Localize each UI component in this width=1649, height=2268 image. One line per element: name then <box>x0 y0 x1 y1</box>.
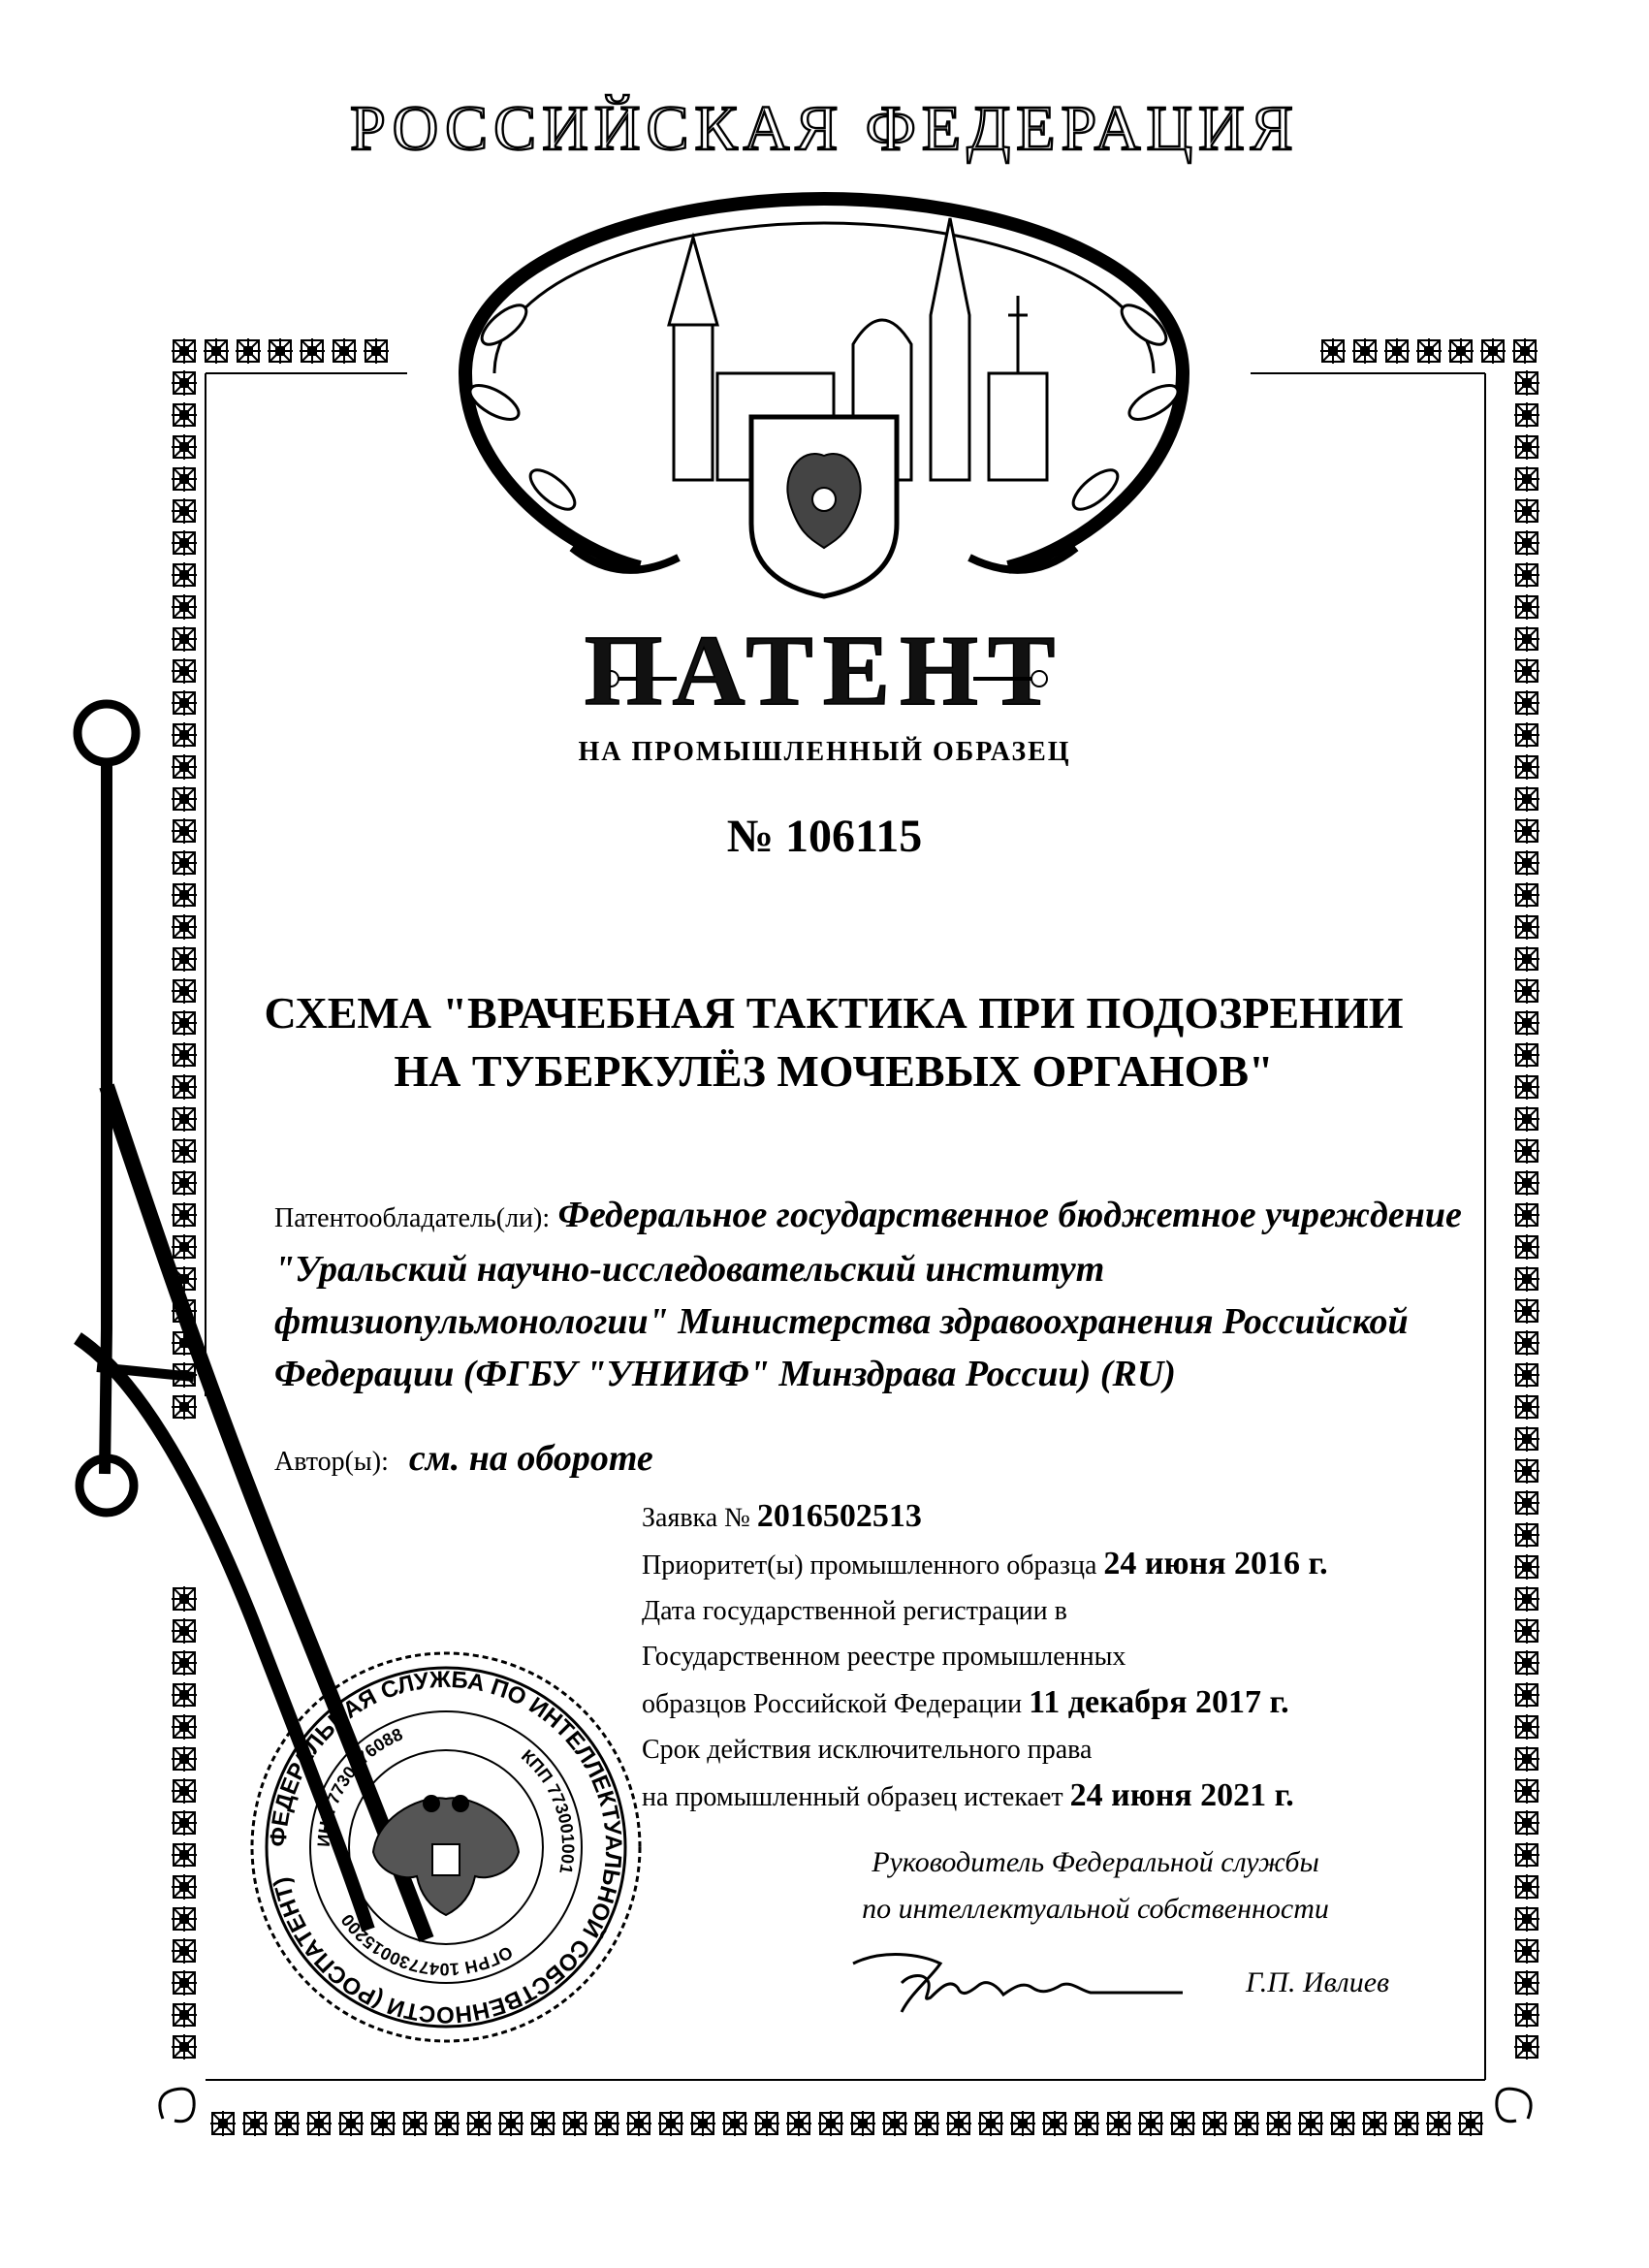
svg-text:ОГРН 1047730015200 <box>337 1910 516 1979</box>
border-star-icon <box>1514 1650 1539 1676</box>
signatory-position-line-2: по интеллектуальной собственности <box>862 1893 1329 1925</box>
priority-date: 24 июня 2016 г. <box>1103 1546 1328 1581</box>
border-star-icon <box>978 2111 1003 2136</box>
border-star-icon <box>1512 338 1538 364</box>
border-star-icon <box>1514 1394 1539 1420</box>
registration-date: 11 декабря 2017 г. <box>1029 1684 1289 1720</box>
border-star-icon <box>1514 1714 1539 1740</box>
border-star-icon <box>1170 2111 1195 2136</box>
border-star-icon <box>1514 1874 1539 1900</box>
border-star-icon <box>1514 1362 1539 1388</box>
border-star-icon <box>562 2111 587 2136</box>
expiry-label-1: Срок действия исключительного права <box>642 1735 1093 1765</box>
application-number: 2016502513 <box>756 1498 922 1534</box>
border-star-icon <box>1514 2002 1539 2028</box>
border-star-icon <box>1234 2111 1259 2136</box>
author-label: Автор(ы): <box>274 1447 389 1477</box>
border-star-icon <box>1352 338 1378 364</box>
signatory-position-line-1: Руководитель Федеральной службы <box>872 1846 1319 1878</box>
border-star-icon <box>1394 2111 1419 2136</box>
border-star-icon <box>1514 1778 1539 1804</box>
border-star-icon <box>1448 338 1474 364</box>
border-star-icon <box>1416 338 1442 364</box>
border-star-icon <box>626 2111 651 2136</box>
border-star-icon <box>594 2111 619 2136</box>
border-star-icon <box>1514 786 1539 812</box>
border-star-icon <box>172 338 197 364</box>
owner-label: Патентообладатель(ли): <box>274 1203 551 1233</box>
border-star-icon <box>1514 466 1539 492</box>
border-star-icon <box>1514 1682 1539 1708</box>
border-star-icon <box>498 2111 523 2136</box>
author-value: см. на обороте <box>408 1438 653 1479</box>
border-star-icon <box>754 2111 779 2136</box>
border-star-icon <box>1480 338 1506 364</box>
priority-label: Приоритет(ы) промышленного образца <box>642 1550 1097 1581</box>
border-star-icon <box>914 2111 939 2136</box>
official-seal <box>247 1648 645 2046</box>
svg-text:КПП 773001001 <box>518 1746 578 1876</box>
border-star-icon <box>204 338 229 364</box>
border-star-icon <box>268 338 293 364</box>
border-star-icon <box>850 2111 875 2136</box>
border-star-icon <box>1514 882 1539 908</box>
seal-ogrn-text: ОГРН 1047730015200 <box>336 1910 517 1980</box>
ornament-right-icon <box>973 669 1051 688</box>
signatory-position <box>824 1839 1367 1933</box>
border-star-icon <box>370 2111 396 2136</box>
border-star-icon <box>1514 434 1539 460</box>
border-star-icon <box>722 2111 747 2136</box>
border-star-icon <box>172 594 197 620</box>
signatory-name: Г.П. Ивлиев <box>1246 1966 1390 1998</box>
application-label: Заявка № <box>642 1503 750 1533</box>
border-star-icon <box>402 2111 428 2136</box>
seal-kpp-text: КПП 773001001 <box>517 1745 579 1876</box>
border-star-icon <box>530 2111 555 2136</box>
border-star-icon <box>1514 1298 1539 1324</box>
border-star-icon <box>306 2111 332 2136</box>
border-star-icon <box>172 402 197 428</box>
border-star-icon <box>434 2111 460 2136</box>
design-title-line-1: СХЕМА "ВРАЧЕБНАЯ ТАКТИКА ПРИ ПОДОЗРЕНИИ <box>264 988 1404 1038</box>
border-star-icon <box>1514 1138 1539 1164</box>
patent-owner <box>274 1190 1467 1401</box>
patent-heading: ПАТЕНТ <box>584 615 1065 726</box>
expiry-date: 24 июня 2021 г. <box>1069 1777 1294 1813</box>
border-star-icon <box>1514 1810 1539 1836</box>
border-star-icon <box>172 562 197 588</box>
border-star-icon <box>364 338 389 364</box>
border-star-icon <box>1514 1234 1539 1260</box>
border-star-icon <box>1514 1586 1539 1612</box>
border-star-icon <box>466 2111 492 2136</box>
border-star-icon <box>172 530 197 556</box>
border-star-icon <box>1514 370 1539 396</box>
country-heading: РОССИЙСКАЯ ФЕДЕРАЦИЯ <box>350 93 1299 164</box>
patent-number: № 106115 <box>726 811 923 862</box>
border-star-icon <box>1514 1746 1539 1772</box>
registration-label-3: образцов Российской Федерации <box>642 1689 1023 1719</box>
border-star-icon <box>172 1970 197 1996</box>
border-star-icon <box>818 2111 843 2136</box>
border-star-icon <box>1458 2111 1483 2136</box>
border-star-icon <box>300 338 325 364</box>
seal-inn-text: ИНН 7730176088 <box>313 1724 406 1848</box>
border-star-icon <box>242 2111 268 2136</box>
border-star-icon <box>786 2111 811 2136</box>
border-star-icon <box>1514 530 1539 556</box>
border-star-icon <box>1426 2111 1451 2136</box>
registration-label-1: Дата государственной регистрации в <box>642 1596 1067 1626</box>
border-star-icon <box>1514 1170 1539 1196</box>
border-star-icon <box>658 2111 683 2136</box>
border-star-icon <box>1514 498 1539 524</box>
border-star-icon <box>1514 562 1539 588</box>
border-star-icon <box>1514 1938 1539 1964</box>
border-star-icon <box>1514 1330 1539 1356</box>
border-star-icon <box>210 2111 236 2136</box>
border-star-icon <box>1514 946 1539 972</box>
border-star-icon <box>172 370 197 396</box>
border-star-icon <box>1514 594 1539 620</box>
border-star-icon <box>172 2034 197 2060</box>
priority-row <box>642 1541 1456 1588</box>
border-star-icon <box>1298 2111 1323 2136</box>
border-star-icon <box>1042 2111 1067 2136</box>
border-star-icon <box>690 2111 715 2136</box>
patent-subtitle: НА ПРОМЫШЛЕННЫЙ ОБРАЗЕЦ <box>578 737 1071 767</box>
handwritten-signature <box>843 1944 1192 2022</box>
border-star-icon <box>1514 1426 1539 1452</box>
border-star-icon <box>1514 914 1539 940</box>
border-star-icon <box>1202 2111 1227 2136</box>
border-star-icon <box>1010 2111 1035 2136</box>
border-star-icon <box>236 338 261 364</box>
border-star-icon <box>1074 2111 1099 2136</box>
registration-details <box>642 1493 1456 1820</box>
border-star-icon <box>274 2111 300 2136</box>
border-star-icon <box>172 498 197 524</box>
border-star-icon <box>1514 1106 1539 1132</box>
border-star-icon <box>338 2111 364 2136</box>
border-star-icon <box>1106 2111 1131 2136</box>
border-star-icon <box>1362 2111 1387 2136</box>
application-row <box>642 1493 1456 1541</box>
border-star-icon <box>1514 402 1539 428</box>
border-star-icon <box>1514 1970 1539 1996</box>
border-star-icon <box>1266 2111 1291 2136</box>
border-star-icon <box>1514 1906 1539 1932</box>
border-star-icon <box>172 2002 197 2028</box>
patent-author <box>274 1437 653 1480</box>
border-star-icon <box>1514 1202 1539 1228</box>
border-star-icon <box>1514 1522 1539 1548</box>
border-star-icon <box>332 338 357 364</box>
border-star-icon <box>1138 2111 1163 2136</box>
design-title <box>145 984 1522 1101</box>
border-star-icon <box>946 2111 971 2136</box>
border-star-icon <box>1320 338 1346 364</box>
border-star-icon <box>1514 2034 1539 2060</box>
seal-outer-text: ФЕДЕРАЛЬНАЯ СЛУЖБА ПО ИНТЕЛЛЕКТУАЛЬНОЙ СОБСТВЕННОСТИ (РОСПАТЕНТ) <box>265 1666 627 2028</box>
expiry-row <box>642 1773 1456 1820</box>
expiry-label-2: на промышленный образец истекает <box>642 1782 1063 1812</box>
border-star-icon <box>1514 1490 1539 1516</box>
registration-row <box>642 1679 1456 1727</box>
border-star-icon <box>1514 1554 1539 1580</box>
border-star-icon <box>1330 2111 1355 2136</box>
border-star-icon <box>882 2111 907 2136</box>
border-star-icon <box>1514 1458 1539 1484</box>
border-star-icon <box>1514 1618 1539 1644</box>
registration-label-2: Государственном реестре промышленных <box>642 1642 1126 1672</box>
design-title-line-2: НА ТУБЕРКУЛЁЗ МОЧЕВЫХ ОРГАНОВ" <box>394 1046 1274 1096</box>
owner-value: Федеральное государственное бюджетное учреждение "Уральский научно-исследовательский институт фтизиопульмонологии" Министерства здравоохранения Российской Федерации (ФГБУ "УНИИФ" Минздрава России) (RU) <box>274 1195 1462 1394</box>
border-star-icon <box>1384 338 1410 364</box>
border-star-icon <box>1514 1266 1539 1292</box>
border-star-icon <box>1514 1842 1539 1868</box>
kremlin-emblem-illustration <box>427 179 1221 606</box>
border-star-icon <box>172 466 197 492</box>
border-star-icon <box>172 434 197 460</box>
